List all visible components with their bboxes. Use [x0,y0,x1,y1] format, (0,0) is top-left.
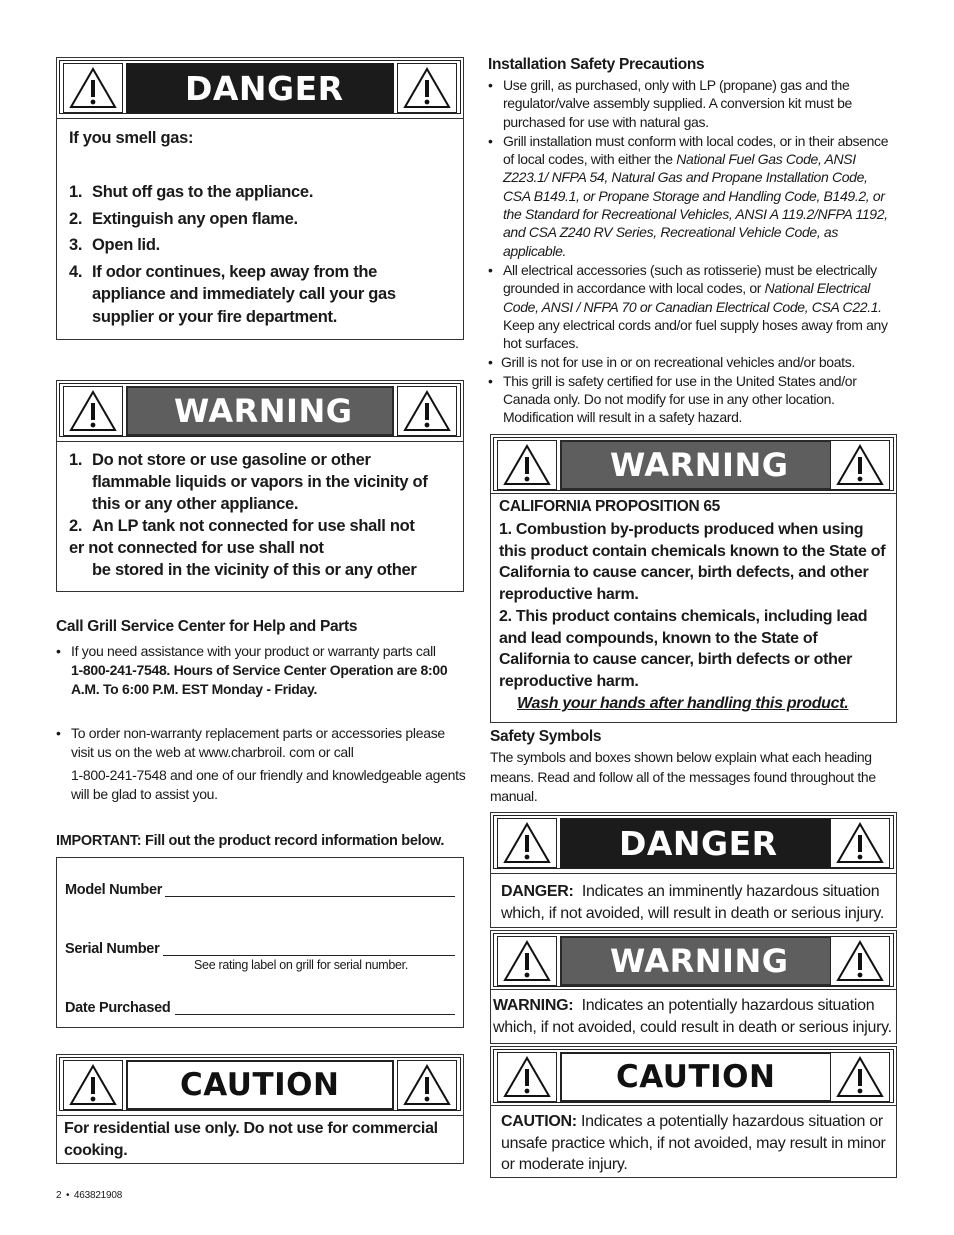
list-item: • Use grill, as purchased, only with LP (propane) gas and the regulator/valve assembly supplied. A conversion kit must be purchased for use with natural gas. [488,76,893,131]
danger-definition-text: DANGER: Indicates an imminently hazardous situation which, if not avoided, will result in death or serious injury. [501,883,885,922]
caution-definition-box [490,1046,897,1178]
warning-triangle-icon [63,1060,123,1110]
warning-triangle-icon [830,440,890,490]
warning-box [56,380,464,592]
date-purchased-field[interactable] [65,998,455,1018]
danger-banner-text: DANGER [619,823,778,863]
serial-number-field[interactable] [65,939,455,959]
list-item: 3. Open lid. [69,236,160,254]
danger-banner [560,818,832,868]
list-item: • All electrical accessories (such as rotisserie) must be electrically grounded in accordance with local codes, or National Electrical Code, ANSI / NFPA 70 or Canadian Electrical Code, CSA C22.1. Keep any electrical cords and/or fuel supply hoses away from any hot surfaces. [488,261,893,352]
warning-triangle-icon [830,936,890,986]
warning-banner-text: WARNING [174,392,353,430]
prop65-paragraph-1: 1. Combustion by-products produced when using this product contain chemicals known to the State of California to cause cancer, birth defects, and other reproductive harm. [499,521,886,604]
list-item: • If you need assistance with your product or warranty parts call 1-800-241-7548. Hours of Service Center Operation are 8:00 A.M. To 6:00 P.M. EST Monday - Friday. [56,642,466,699]
prop65-warning-box [490,434,897,723]
product-record-box [56,857,464,1028]
caution-banner [126,1060,394,1110]
warning-triangle-icon [397,63,457,113]
caution-banner-text: CAUTION [616,1059,776,1095]
caution-banner-text: CAUTION [180,1067,340,1103]
document-number: 463821908 [73,1190,123,1201]
service-heading: Call Grill Service Center for Help and Parts [56,618,358,635]
caution-text: For residential use only. Do not use for commercial cooking. [64,1120,438,1159]
warning-lines [69,449,449,537]
warning-triangle-icon [397,386,457,436]
list-item: 1. Do not store or use gasoline or other flammable liquids or vapors in the vicinity of this or any other appliance. [69,451,428,513]
date-purchased-label: Date Purchased [65,1000,171,1016]
prop65-paragraph-2: 2. This product contains chemicals, including lead and lead compounds, known to the State of California to cause cancer, birth defects or other reproductive harm. [499,608,868,691]
service-list [56,642,466,699]
caution-definition-text: CAUTION: Indicates a potentially hazardous situation or unsafe practice which, if not avoided, may result in minor or moderate injury. [501,1113,886,1173]
install-list [488,76,893,427]
list-item: • This grill is safety certified for use in the United States and/or Canada only. Do not modify for use in any other location. Modification will result in a safety hazard. [488,372,893,427]
important-note: IMPORTANT: Fill out the product record information below. [56,833,445,849]
warning-definition-text: WARNING: Indicates an potentially hazardous situation which, if not avoided, could result in death or serious injury. [493,997,892,1036]
warning-triangle-icon [497,1052,557,1102]
list-item: • Grill is not for use in or on recreational vehicles and/or boats. [488,353,893,371]
warning-triangle-icon [397,1060,457,1110]
page-footer: 2 • 463821908 [56,1190,123,1201]
warning-extra-line: er not connected for use shall not [69,539,324,557]
danger-definition-box [490,812,897,928]
service-list-2 [56,724,466,804]
list-item: 2. Extinguish any open flame. [69,209,298,228]
danger-box [56,57,464,340]
page-number: 2 [56,1190,62,1201]
warning-last-line: be stored in the vicinity of this or any other [92,561,417,579]
prop65-wash-note: Wash your hands after handling this product. [517,695,849,712]
danger-banner [126,63,394,113]
list-item: 4. If odor continues, keep away from the appliance and immediately call your gas supplier or your fire department. [69,262,396,326]
danger-steps [69,181,439,328]
symbols-heading: Safety Symbols [490,728,602,745]
warning-triangle-icon [497,440,557,490]
model-number-label: Model Number [65,882,163,898]
danger-banner-text: DANGER [185,68,344,108]
caution-box [56,1054,464,1164]
prop65-title: CALIFORNIA PROPOSITION 65 [499,498,721,515]
list-item: • To order non-warranty replacement parts or accessories please visit us on the web at www.charbroil. com or call 1-800-241-7548 and one of our friendly and knowledgeable agents will be glad to assist you. [56,724,466,804]
warning-definition-box [490,930,897,1044]
model-number-field[interactable] [65,880,455,900]
warning-banner [560,936,832,986]
list-item: 1. Shut off gas to the appliance. [69,183,314,201]
list-item: • Grill installation must conform with local codes, or in their absence of local codes, with either the National Fuel Gas Code, ANSI Z223.1/ NFPA 54, Natural Gas and Propane Installation Code, CSA B149.1, or Propane Storage and Handling Code, B149.2, or the Standard for Recreational Vehicles, ANSI A 119.2/NFPA 1192, and CSA Z240 RV Series, Recreational Vehicle Code, as applicable. [488,132,893,260]
warning-triangle-icon [497,936,557,986]
danger-intro: If you smell gas: [69,129,194,147]
warning-triangle-icon [497,818,557,868]
install-heading: Installation Safety Precautions [488,56,705,73]
warning-banner [126,386,394,436]
warning-banner [560,440,832,490]
warning-triangle-icon [63,63,123,113]
warning-triangle-icon [63,386,123,436]
serial-number-label: Serial Number [65,941,160,957]
serial-note: See rating label on grill for serial number. [194,958,409,972]
list-item: 2. An LP tank not connected for use shall not [69,517,415,535]
warning-triangle-icon [830,818,890,868]
symbols-intro: The symbols and boxes shown below explain what each heading means. Read and follow all of the messages found throughout the manual. [490,749,876,804]
warning-banner-text: WARNING [610,446,789,484]
caution-banner [560,1052,832,1102]
warning-banner-text: WARNING [610,942,789,980]
warning-triangle-icon [830,1052,890,1102]
